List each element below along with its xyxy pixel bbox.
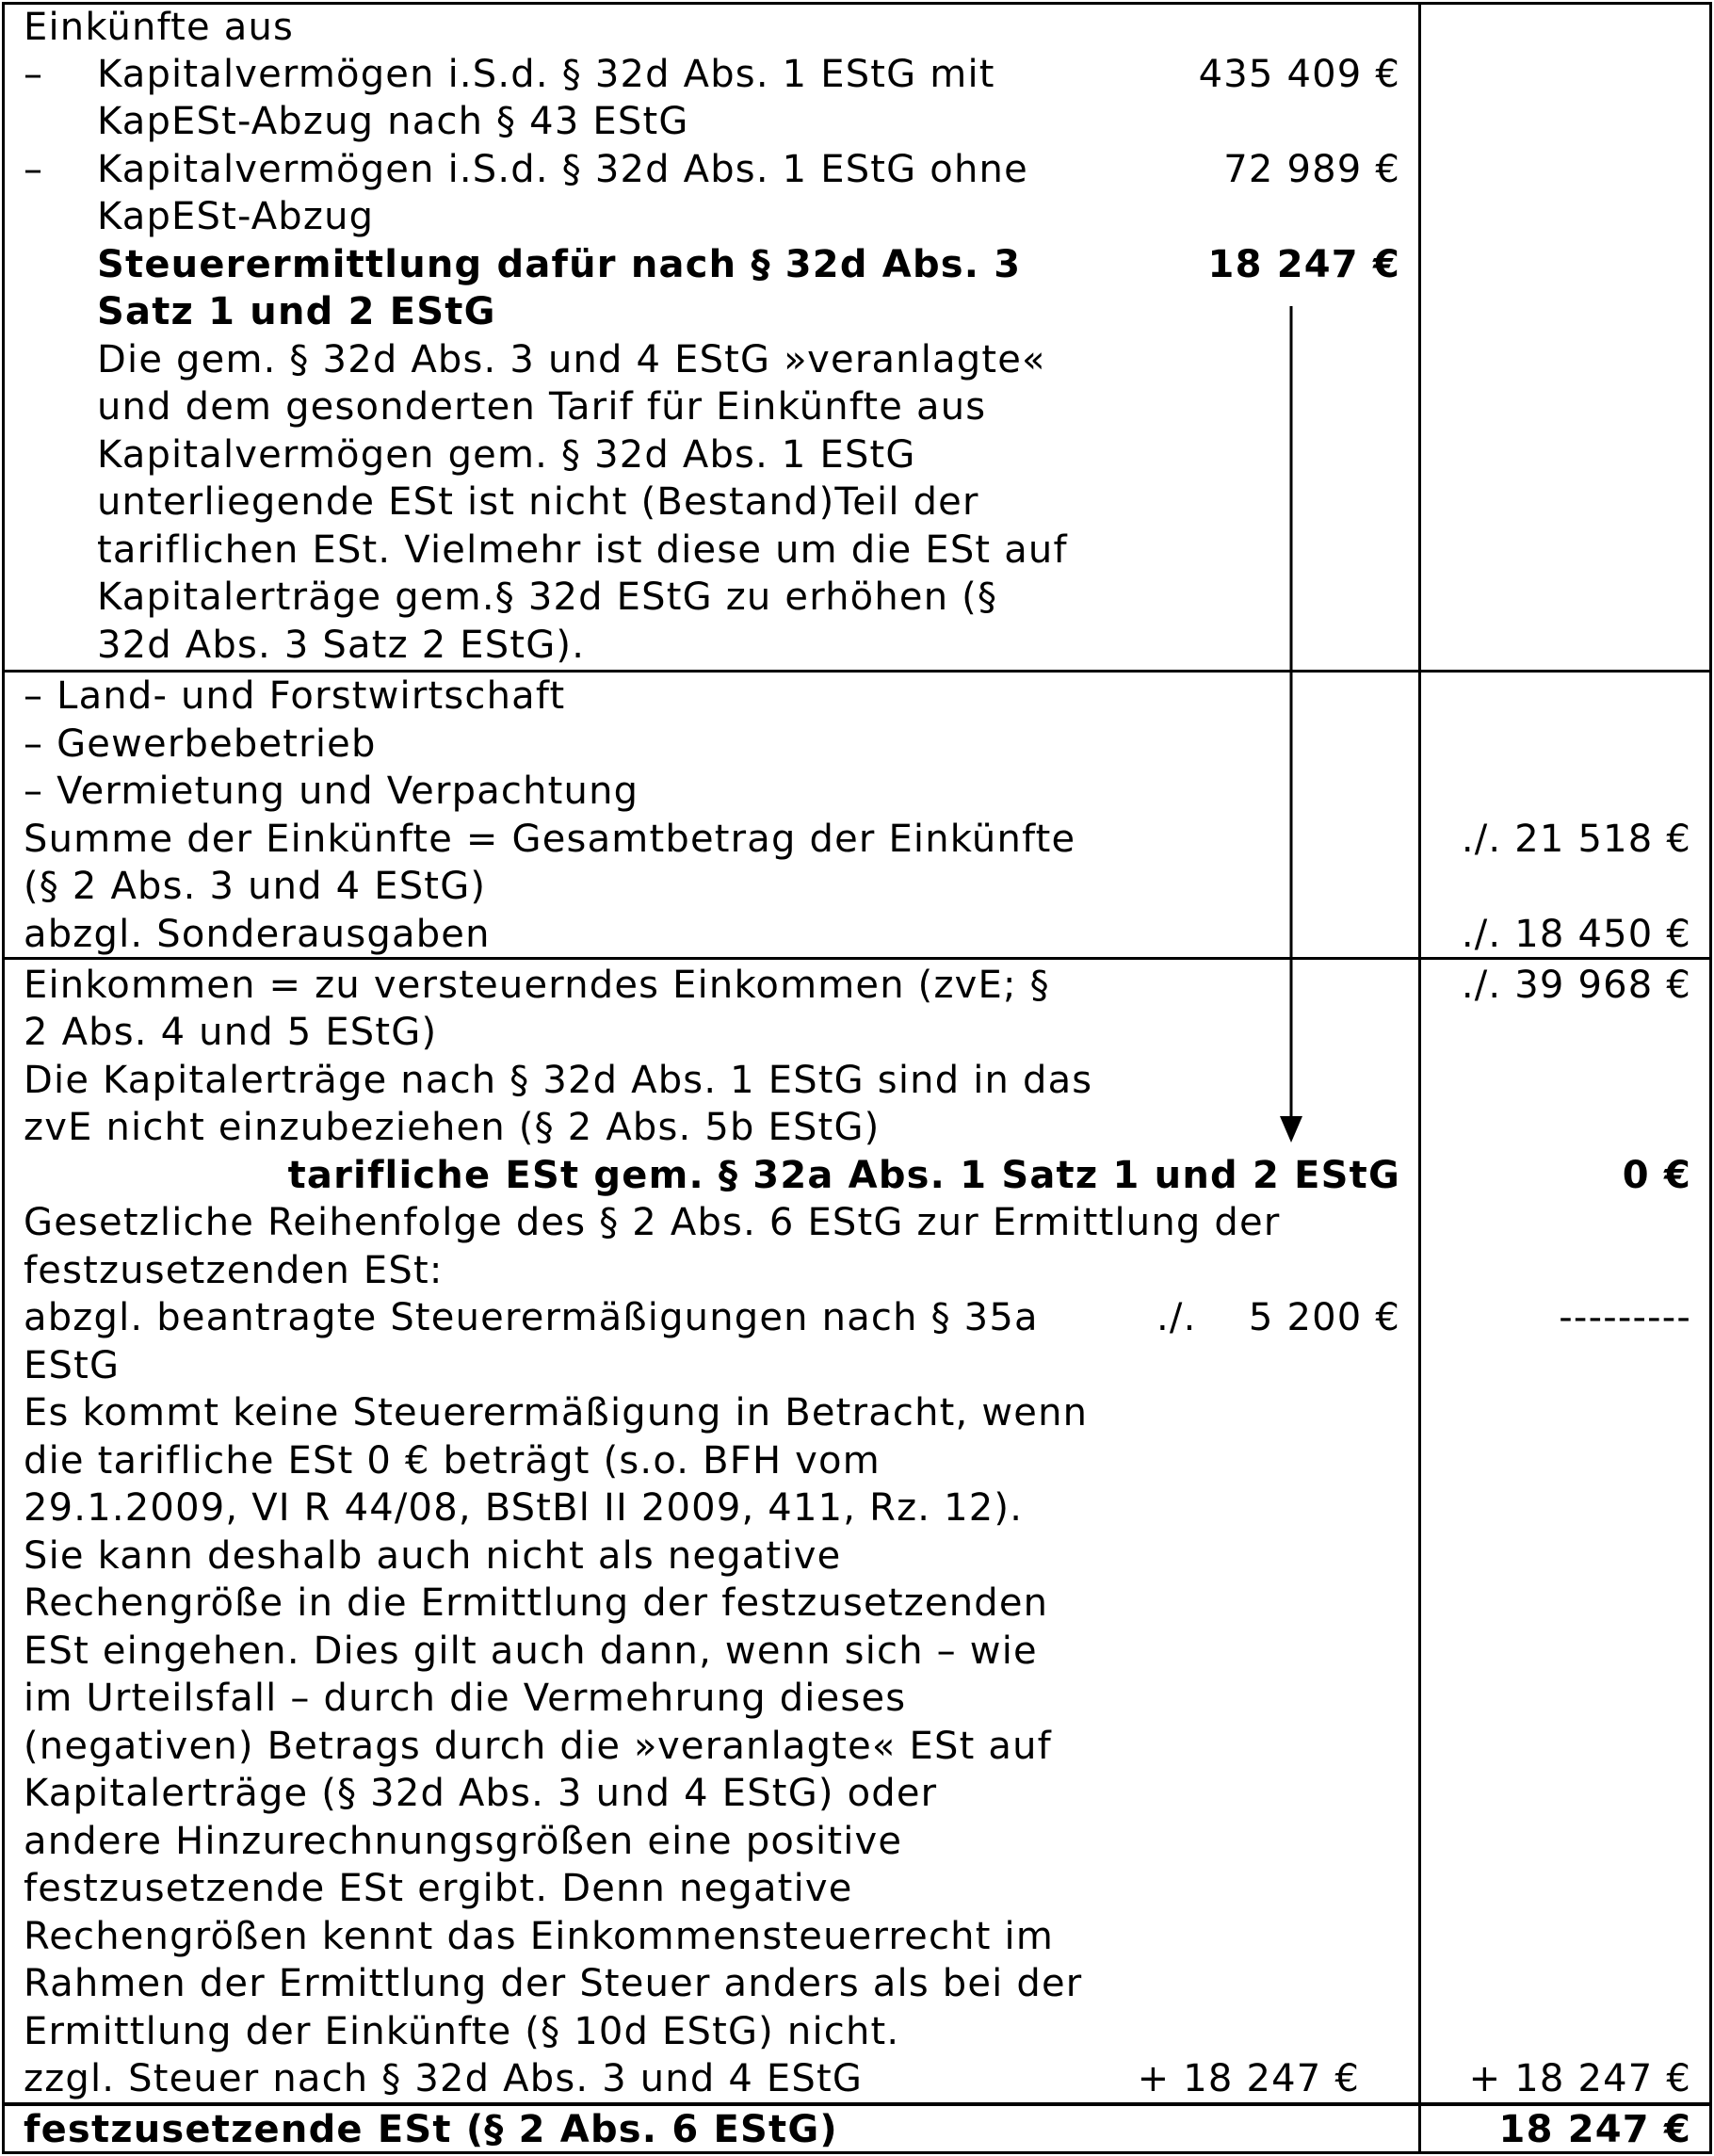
paragraph-line: (negativen) Betrags durch die »veranlagte« ESt auf [24,1725,1052,1768]
explanation-line: Die gem. § 32d Abs. 3 und 4 EStG »veranlagte« [97,338,1046,381]
einkommen-amount: ./. 39 968 € [1461,964,1691,1007]
tarifliche-est-label: tarifliche ESt gem. § 32a Abs. 1 Satz 1 und 2 EStG [287,1154,1400,1197]
paragraph-line: im Urteilsfall – durch die Vermehrung dieses [24,1677,907,1720]
paragraph-line: Kapitalerträge (§ 32d Abs. 3 und 4 EStG) oder [24,1772,938,1815]
reihenfolge-line1: Gesetzliche Reihenfolge des § 2 Abs. 6 EStG zur Ermittlung der [24,1201,1281,1244]
explanation-line: unterliegende ESt ist nicht (Bestand)Teil der [97,480,979,524]
kapitalertraege-note-line2: zvE nicht einzubeziehen (§ 2 Abs. 5b EStG) [24,1106,881,1149]
explanation-line: Kapitalvermögen gem. § 32d Abs. 1 EStG [97,433,916,477]
festzusetzende-est-label: festzusetzende ESt (§ 2 Abs. 6 EStG) [24,2108,838,2151]
summe-line1: Summe der Einkünfte = Gesamtbetrag der Einkünfte [24,818,1076,861]
table-border-right [1709,2,1712,2154]
paragraph-line: Rechengrößen kennt das Einkommensteuerrecht im [24,1915,1054,1958]
ermaessigung-total: --------- [1559,1296,1691,1339]
income-type-item: – Gewerbebetrieb [24,722,377,766]
ermaessigung-line1: abzgl. beantragte Steuerermäßigungen nach § 35a [24,1296,1039,1339]
sonderausgaben-label: abzgl. Sonderausgaben [24,913,491,956]
ermaessigung-line2: EStG [24,1344,121,1387]
einkommen-line1: Einkommen = zu versteuerndes Einkommen (zvE; § [24,964,1050,1007]
reihenfolge-line2: festzusetzenden ESt: [24,1249,444,1292]
paragraph-line: ESt eingehen. Dies gilt auch dann, wenn sich – wie [24,1629,1038,1673]
explanation-line: 32d Abs. 3 Satz 2 EStG). [97,624,586,667]
dash-bullet: – [24,148,44,191]
einkommen-line2: 2 Abs. 4 und 5 EStG) [24,1011,438,1054]
steuerermittlung-line1: Steuerermittlung dafür nach § 32d Abs. 3 [97,243,1022,286]
sonderausgaben-amount: ./. 18 450 € [1461,913,1691,956]
kap-mit-line2: KapESt-Abzug nach § 43 EStG [97,100,689,143]
ermaessigung-amount: 5 200 € [1248,1296,1400,1339]
kap-mit-amount: 435 409 € [1198,53,1400,96]
paragraph-line: 29.1.2009, VI R 44/08, BStBl II 2009, 411, Rz. 12). [24,1486,1024,1530]
kap-ohne-line2: KapESt-Abzug [97,195,375,238]
table-border-left [2,2,5,2154]
dash-bullet: – [24,53,44,96]
summe-line2: (§ 2 Abs. 3 und 4 EStG) [24,865,487,908]
summe-amount: ./. 21 518 € [1461,818,1691,861]
paragraph-line: die tarifliche ESt 0 € beträgt (s.o. BFH vom [24,1439,881,1483]
tarifliche-est-amount: 0 € [1622,1154,1691,1197]
paragraph-line: Rahmen der Ermittlung der Steuer anders als bei der [24,1962,1083,2005]
ermaessigung-prefix: ./. [1156,1296,1197,1339]
explanation-line: und dem gesonderten Tarif für Einkünfte aus [97,385,987,429]
steuerermittlung-amount: 18 247 € [1207,243,1400,286]
kap-ohne-amount: 72 989 € [1223,148,1400,191]
kapitalertraege-note-line1: Die Kapitalerträge nach § 32d Abs. 1 EStG sind in das [24,1059,1093,1102]
paragraph-line: Sie kann deshalb auch nicht als negative [24,1534,842,1578]
paragraph-line: andere Hinzurechnungsgrößen eine positive [24,1820,903,1863]
kap-mit-line1: Kapitalvermögen i.S.d. § 32d Abs. 1 EStG mit [97,53,995,96]
zzgl-steuer-total: + 18 247 € [1468,2057,1691,2100]
paragraph-line: Ermittlung der Einkünfte (§ 10d EStG) nicht. [24,2010,900,2053]
zzgl-steuer-amount: + 18 247 € [1137,2057,1360,2100]
kap-ohne-line1: Kapitalvermögen i.S.d. § 32d Abs. 1 EStG ohne [97,148,1028,191]
income-type-item: – Land- und Forstwirtschaft [24,674,566,718]
explanation-line: Kapitalerträge gem.§ 32d EStG zu erhöhen (§ [97,575,998,619]
einkuenfte-heading: Einkünfte aus [24,6,295,49]
steuerermittlung-line2: Satz 1 und 2 EStG [97,290,496,333]
zzgl-steuer-label: zzgl. Steuer nach § 32d Abs. 3 und 4 EStG [24,2057,864,2100]
income-type-item: – Vermietung und Verpachtung [24,770,639,813]
festzusetzende-est-amount: 18 247 € [1498,2108,1691,2151]
paragraph-line: Es kommt keine Steuerermäßigung in Betracht, wenn [24,1391,1089,1435]
column-divider [1418,2,1421,2154]
paragraph-line: festzusetzende ESt ergibt. Denn negative [24,1867,853,1910]
arrow-down-icon [1277,306,1305,1144]
paragraph-line: Rechengröße in die Ermittlung der festzusetzenden [24,1581,1049,1625]
explanation-line: tariflichen ESt. Vielmehr ist diese um die ESt auf [97,528,1068,572]
